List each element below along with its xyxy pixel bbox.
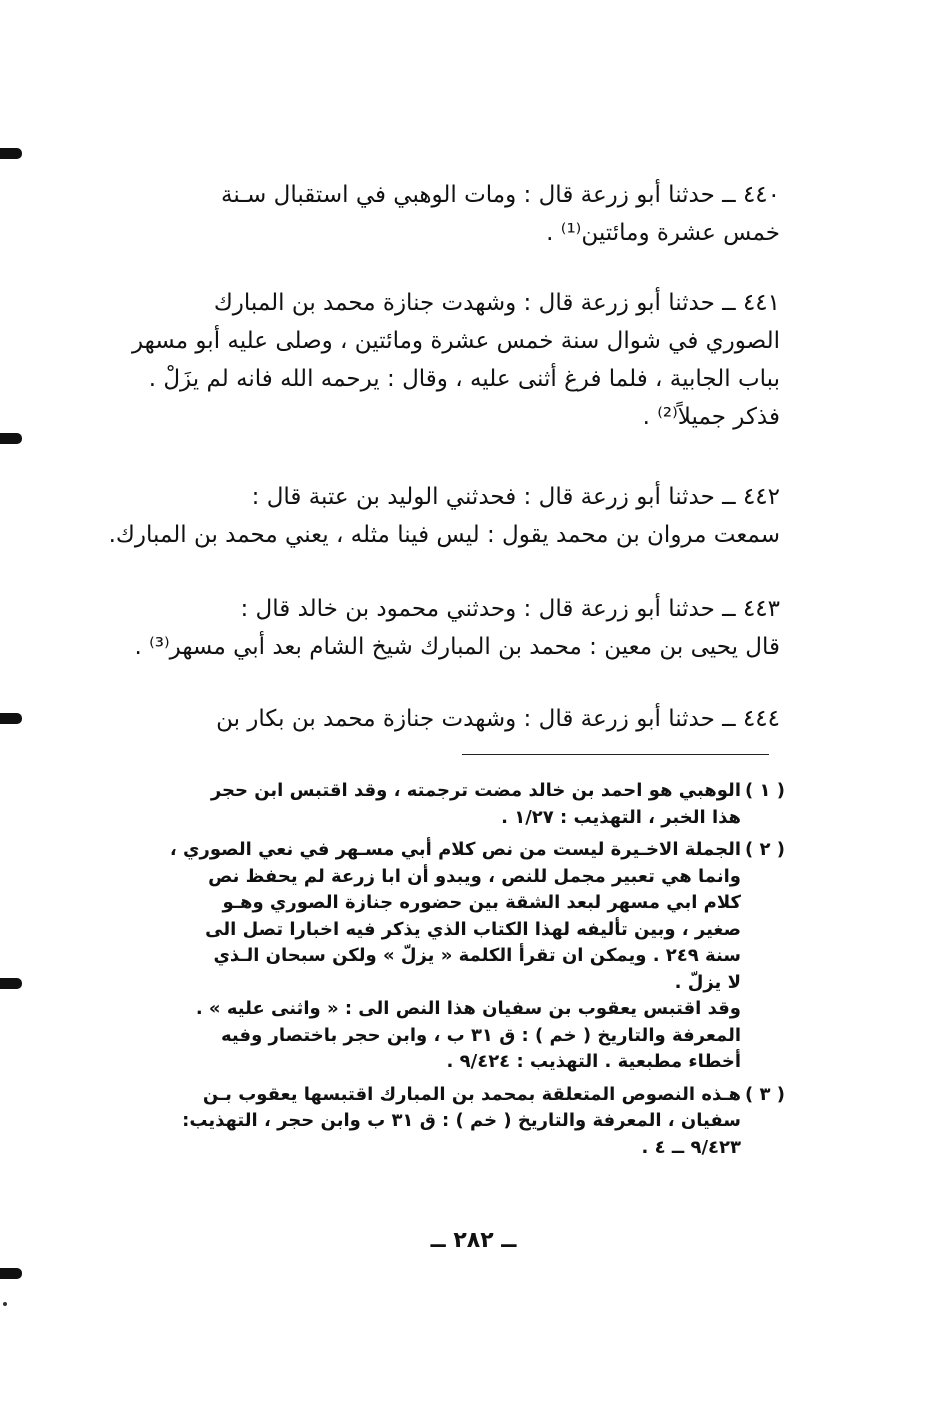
footnote-line: صغير ، وبين تأليفه لهذا الكتاب الذي يذكر فيه اخبارا تصل الى	[205, 918, 741, 940]
text-line: فذكر جميلاً⁽²⁾ .	[642, 404, 780, 430]
page-number: ــ ٢٨٢ ــ	[430, 1228, 517, 1253]
footnote-line: هذا الخبر ، التهذيب : ١/٢٧ .	[501, 806, 741, 828]
footnote-line: وقد اقتبس يعقوب بن سفيان هذا النص الى : « واثنى عليه » .	[195, 998, 741, 1019]
margin-tab-mark	[0, 978, 22, 989]
footnote-3	[130, 1082, 785, 1162]
text-line: بباب الجابية ، فلما فرغ أثنى عليه ، وقال : يرحمه الله فانه لم يزَلْ .	[148, 366, 780, 392]
footnote-line: الجملة الاخـيرة ليست من نص كلام أبي مسـهر في نعي الصوري ،	[169, 839, 741, 860]
footnote-line: سنة ٢٤٩ . ويمكن ان تقرأ الكلمة « يزلّ » ولكن سبحان الـذي	[213, 945, 741, 966]
footnote-body	[130, 778, 741, 831]
margin-dot-mark	[3, 1302, 7, 1306]
narration-443	[130, 590, 780, 666]
text-line: ٤٤٢ ــ حدثنا أبو زرعة قال : فحدثني الوليد بن عتبة قال :	[251, 484, 780, 510]
footnote-marker: ( ٣ )	[745, 1083, 785, 1105]
footnote-line: أخطاء مطبعية . التهذيب : ٩/٤٢٤ .	[446, 1051, 741, 1072]
text-line: ٤٤٠ ــ حدثنا أبو زرعة قال : ومات الوهبي في استقبال سـنة	[221, 182, 780, 208]
narration-444	[130, 700, 780, 738]
footnote-body	[130, 837, 741, 1076]
narration-441	[130, 284, 780, 436]
footnote-line: ٩/٤٢٣ ــ ٤ .	[641, 1136, 741, 1158]
text-line: ٤٤٤ ــ حدثنا أبو زرعة قال : وشهدت جنازة محمد بن بكار بن	[216, 706, 780, 732]
footnote-marker: ( ٢ )	[745, 839, 785, 860]
text-line: ٤٤١ ــ حدثنا أبو زرعة قال : وشهدت جنازة محمد بن المبارك	[213, 290, 780, 316]
footnote-2	[130, 837, 785, 1076]
text-line: قال يحيى بن معين : محمد بن المبارك شيخ الشام بعد أبي مسهر⁽³⁾ .	[134, 634, 780, 660]
text-line: سمعت مروان بن محمد يقول : ليس فينا مثله ، يعني محمد بن المبارك.	[108, 522, 780, 548]
footnote-1	[130, 778, 785, 831]
margin-tab-mark	[0, 1268, 22, 1279]
footnote-line: لا يزلّ .	[674, 971, 741, 993]
text-line: خمس عشرة ومائتين⁽¹⁾ .	[546, 220, 780, 246]
narration-442	[108, 478, 780, 554]
text-line: الصوري في شوال سنة خمس عشرة ومائتين ، وصلى عليه أبو مسهر	[131, 328, 780, 354]
footnote-separator	[462, 754, 769, 755]
margin-tab-mark	[0, 433, 22, 444]
footnote-line: الوهبي هو احمد بن خالد مضت ترجمته ، وقد اقتبس ابن حجر	[210, 780, 741, 801]
footnote-line: سفيان ، المعرفة والتاريخ ( خم ) : ق ٣١ ب وابن حجر ، التهذيب:	[182, 1110, 741, 1131]
footnote-body	[130, 1082, 741, 1162]
footnote-line: هـذه النصوص المتعلقة بمحمد بن المبارك اقتبسها يعقوب بـن	[202, 1083, 741, 1105]
footnotes	[130, 778, 785, 1167]
footnote-line: المعرفة والتاريخ ( خم ) : ق ٣١ ب ، وابن حجر باختصار وفيه	[221, 1024, 741, 1046]
footnote-marker: ( ١ )	[745, 780, 785, 801]
narration-440	[130, 176, 780, 252]
footnote-line: وانما هي تعبير مجمل للنص ، ويبدو أن ابا زرعة لم يحفظ نص	[208, 865, 741, 887]
margin-tab-mark	[0, 148, 22, 159]
margin-tab-mark	[0, 713, 22, 724]
footnote-line: كلام ابي مسهر لبعد الشقة بين حضوره جنازة الصوري وهـو	[222, 892, 741, 913]
text-line: ٤٤٣ ــ حدثنا أبو زرعة قال : وحدثني محمود بن خالد قال :	[240, 596, 780, 622]
